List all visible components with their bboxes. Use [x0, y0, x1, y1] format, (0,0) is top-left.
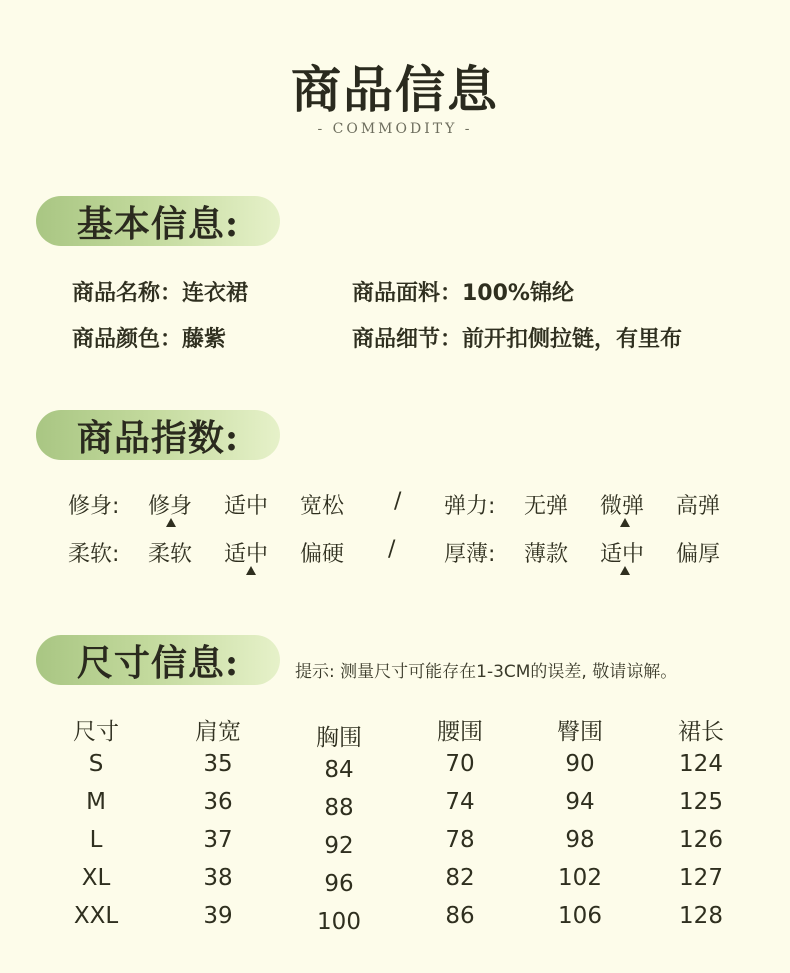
table-cell: 124 [679, 751, 723, 777]
separator: / [388, 537, 396, 562]
column-header-length: 裙长 [678, 719, 724, 745]
elasticity-option-2: 微弹 [600, 494, 645, 519]
thickness-option-1: 薄款 [524, 542, 569, 567]
thickness-selected-marker [620, 566, 630, 575]
table-cell: XL [81, 865, 111, 891]
fit-option-2: 适中 [224, 494, 269, 519]
elasticity-option-3: 高弹 [676, 494, 721, 519]
fit-option-3: 宽松 [300, 494, 345, 519]
column-header-waist: 腰围 [437, 719, 483, 745]
table-cell: 70 [445, 751, 475, 777]
table-cell: 126 [679, 827, 723, 853]
fit-option-1: 修身 [148, 494, 193, 519]
thickness-label: 厚薄: [444, 542, 496, 567]
table-cell: 128 [679, 903, 723, 929]
table-cell: 82 [445, 865, 475, 891]
product-name: 商品名称：连衣裙 [72, 281, 249, 306]
column-header-size: 尺寸 [73, 719, 119, 745]
size-info-heading-label: 尺寸信息: [76, 641, 240, 684]
size-info-heading [36, 635, 280, 685]
basic-info-heading-label: 基本信息: [76, 202, 240, 245]
table-cell: 78 [445, 827, 475, 853]
table-cell: XXL [73, 903, 119, 929]
separator: / [394, 489, 402, 514]
softness-option-2: 适中 [224, 542, 269, 567]
product-color: 商品颜色：藤紫 [72, 327, 227, 352]
softness-selected-marker [246, 566, 256, 575]
table-cell: 36 [203, 789, 233, 815]
table-cell: 74 [445, 789, 475, 815]
elasticity-label: 弹力: [444, 494, 496, 519]
table-cell: 94 [565, 789, 595, 815]
table-cell: 38 [203, 865, 233, 891]
product-index-heading [36, 410, 280, 460]
table-cell: 90 [565, 751, 595, 777]
column-header-bust: 胸围 [316, 725, 362, 751]
table-cell: 125 [679, 789, 723, 815]
page-title: 商品信息 [291, 60, 499, 119]
table-cell: 84 [324, 757, 354, 783]
table-cell: 98 [565, 827, 595, 853]
fit-selected-marker [166, 518, 176, 527]
table-cell: 127 [679, 865, 723, 891]
softness-label: 柔软: [68, 542, 120, 567]
elasticity-selected-marker [620, 518, 630, 527]
table-cell: 100 [317, 909, 361, 935]
softness-option-1: 柔软 [148, 542, 193, 567]
product-index-heading-label: 商品指数: [76, 416, 240, 459]
table-cell: 35 [203, 751, 233, 777]
table-cell: S [88, 751, 104, 777]
fit-label: 修身: [68, 494, 120, 519]
table-cell: 92 [324, 833, 354, 859]
product-details: 商品细节：前开扣侧拉链，有里布 [352, 327, 683, 352]
column-header-hip: 臀围 [557, 719, 603, 745]
column-header-shoulder: 肩宽 [195, 719, 241, 745]
table-cell: 96 [324, 871, 354, 897]
table-cell: 88 [324, 795, 354, 821]
thickness-option-3: 偏厚 [676, 542, 721, 567]
product-fabric: 商品面料：100%锦纶 [352, 281, 574, 306]
table-cell: 39 [203, 903, 233, 929]
elasticity-option-1: 无弹 [524, 494, 569, 519]
thickness-option-2: 适中 [600, 542, 645, 567]
table-cell: M [86, 789, 106, 815]
size-tip: 提示: 测量尺寸可能存在1-3CM的误差, 敬请谅解。 [295, 662, 678, 682]
table-cell: L [89, 827, 103, 853]
table-cell: 86 [445, 903, 475, 929]
basic-info-heading [36, 196, 280, 246]
table-cell: 106 [558, 903, 602, 929]
table-cell: 37 [203, 827, 233, 853]
page-subtitle: - COMMODITY - [317, 121, 473, 137]
table-cell: 102 [558, 865, 602, 891]
softness-option-3: 偏硬 [300, 542, 345, 567]
